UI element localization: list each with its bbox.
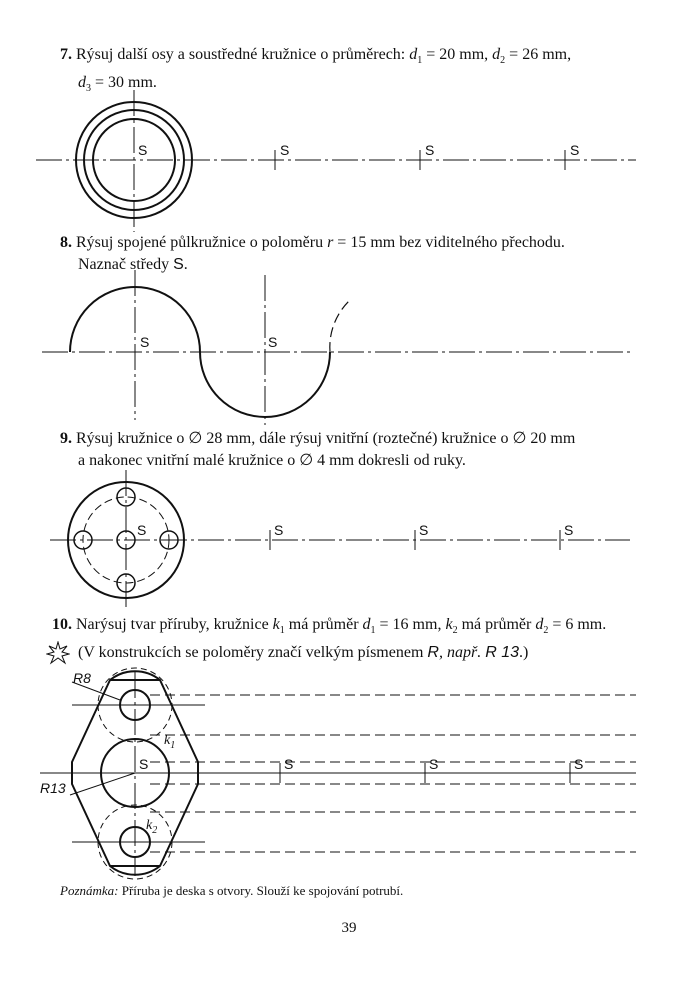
task-number: 9. <box>60 430 72 447</box>
task-text: Rýsuj další osy a soustředné kružnice o průměrech: <box>76 46 410 63</box>
circle-label-k2 <box>146 818 157 836</box>
task-text: Rýsuj kružnice o ∅ 28 mm, dále rýsuj vnitřní (roztečné) kružnice o ∅ 20 mm <box>76 430 576 447</box>
center-label: S <box>429 756 439 772</box>
center-label: S <box>419 522 429 538</box>
var-d: d <box>492 46 501 63</box>
var-sub: 1 <box>279 625 285 637</box>
task-text: Naznač středy <box>78 256 174 273</box>
var-k: k <box>146 818 153 833</box>
var-sub: 3 <box>86 83 91 95</box>
task-text: = 30 mm. <box>91 74 157 92</box>
task-text: Rýsuj spojené půlkružnice o poloměru <box>76 234 328 251</box>
var-sub: 1 <box>170 739 176 751</box>
var-d: d <box>409 46 418 63</box>
note-text: Příruba je deska s otvory. Slouží ke spojování potrubí. <box>118 883 404 898</box>
var-k: k <box>445 616 453 633</box>
task-text: = 15 mm bez viditelného přechodu. <box>333 234 565 251</box>
center-label: S <box>564 522 574 538</box>
var-sub: 2 <box>500 55 506 67</box>
center-label: S <box>138 142 148 158</box>
var-k: k <box>272 616 280 633</box>
circle-label-k1 <box>164 733 175 751</box>
center-label: S <box>137 522 147 538</box>
center-label: S <box>574 756 584 772</box>
star-burst-icon <box>46 641 70 665</box>
var-sub: 2 <box>452 625 458 637</box>
task-text: = 26 mm, <box>505 46 572 63</box>
task-number: 7. <box>60 46 72 63</box>
radius-label-r8: R8 <box>73 670 91 686</box>
task-text: = 6 mm. <box>548 616 607 633</box>
center-label: S <box>425 142 435 158</box>
center-label: S <box>280 142 290 158</box>
task-text: = 20 mm, <box>422 46 493 63</box>
flange-drawing <box>40 668 636 879</box>
var-d: d <box>535 616 544 633</box>
task-number: 10. <box>52 616 72 633</box>
note-label: Poznámka: <box>60 883 119 898</box>
task-text: a nakonec vnitřní malé kružnice o ∅ 4 mm dokresli od ruky. <box>78 452 466 469</box>
var-sub: 1 <box>370 625 376 637</box>
var-k: k <box>164 733 171 748</box>
center-label: S <box>268 334 278 350</box>
center-label: S <box>274 522 284 538</box>
page-number: 39 <box>341 920 357 936</box>
center-label: S <box>284 756 294 772</box>
center-label: S <box>139 756 149 772</box>
radius-example: R 13 <box>485 644 519 662</box>
center-label: S <box>173 256 184 273</box>
var-sub: 1 <box>417 55 423 67</box>
task-text: Narýsuj tvar příruby, kružnice <box>76 616 273 633</box>
bolt-circle-drawing <box>50 470 630 610</box>
task-text: má průměr <box>457 616 536 633</box>
task-text: (V konstrukcích se poloměry značí velkým písmenem <box>78 644 428 662</box>
concentric-circles-drawing <box>36 90 636 232</box>
var-d: d <box>362 616 371 633</box>
radius-label-r13: R13 <box>40 780 66 796</box>
task-text: , např. <box>438 644 486 662</box>
var-sub: 2 <box>543 625 549 637</box>
task-number: 8. <box>60 234 72 251</box>
note <box>60 883 403 899</box>
semicircles-drawing <box>42 270 630 425</box>
var-R: R <box>427 644 439 662</box>
center-label: S <box>570 142 580 158</box>
center-label: S <box>140 334 150 350</box>
task-text: .) <box>519 644 529 662</box>
var-sub: 2 <box>152 824 158 836</box>
var-d: d <box>78 74 86 92</box>
task-text: . <box>183 256 188 273</box>
task-text: = 16 mm, <box>375 616 446 633</box>
task-text: má průměr <box>284 616 363 633</box>
var-r: r <box>327 234 334 251</box>
